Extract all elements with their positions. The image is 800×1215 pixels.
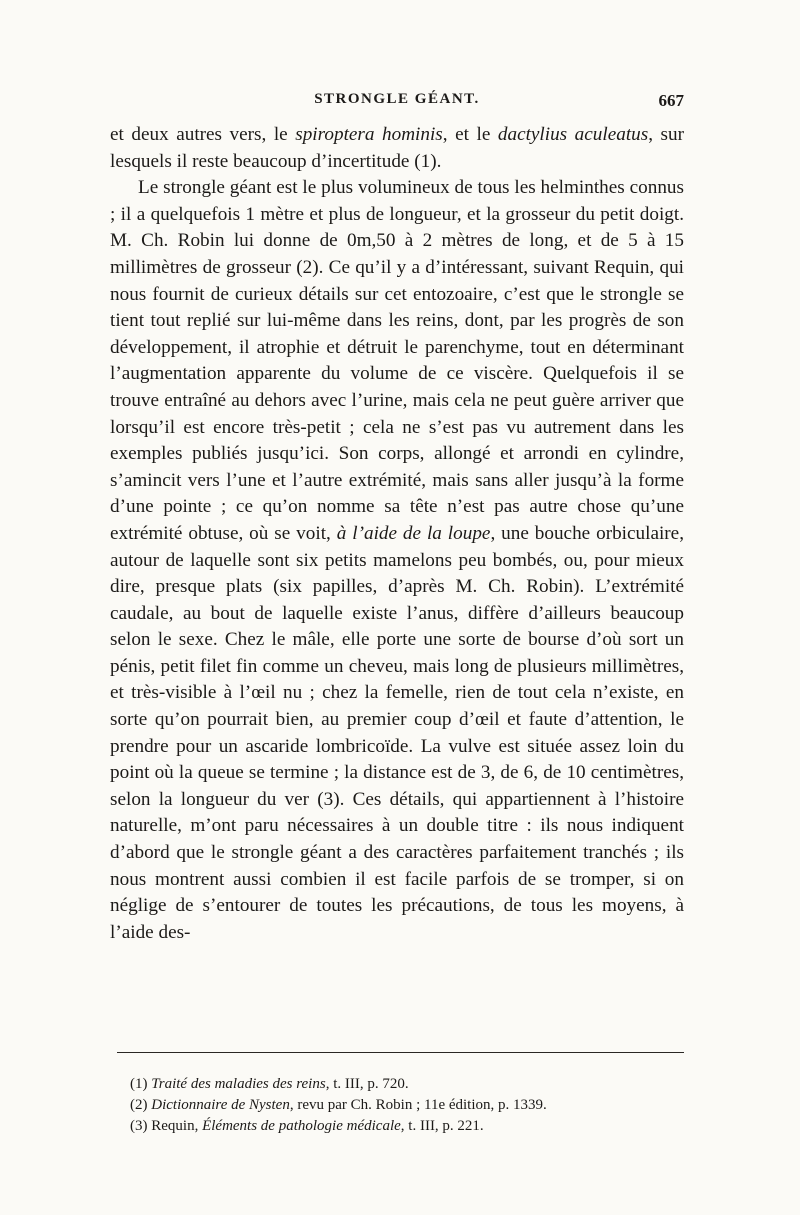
footnote-rule — [117, 1052, 684, 1053]
italic-text: dactylius aculeatus — [497, 124, 649, 145]
text-run: , t. III, p. 720. — [325, 1076, 409, 1092]
page-number: 667 — [658, 91, 684, 110]
footnote — [130, 1116, 684, 1137]
text-run: , une bouche orbiculaire, autour de laquelle sont six petits mamelons peu bombés, ou, pour mieux dire, presque plats (six papilles, d’après M. Ch. Robin). L’extrémité caudale, au bout de laquelle existe l’anus, diffère d’ailleurs beaucoup selon le sexe. Chez le mâle, elle porte une sorte de bourse d’où sort un pénis, petit filet fin comme un cheveu, mais long de plusieurs millimètres, et très-visible à l’œil nu ; chez la femelle, rien de tout cela n’existe, en sorte qu’on pourrait bien, au premier coup d’œil et faute d’attention, le prendre pour un ascaride lombricoïde. La vulve est située assez loin du point où la queue se termine ; la distance est de 3, de 6, de 10 centimètres, selon la longueur du ver (3). Ces détails, qui appartiennent à l’histoire naturelle, m’ont paru nécessaires à un double titre : ils nous indiquent d’abord que le strongle géant a des caractères parfaitement tranchés ; ils nous montrent aussi combien il est facile parfois de se tromper, si on néglige de s’entourer de toutes les précautions, de tous les moyens, à l’aide des- — [110, 522, 684, 943]
footnote — [130, 1074, 684, 1095]
italic-text: Éléments de pathologie médicale — [202, 1118, 401, 1134]
italic-text: Traité des maladies des reins — [151, 1076, 326, 1092]
text-run: , sur lesquels il reste beaucoup d’incertitude (1). — [110, 124, 684, 172]
italic-text: spiroptera hominis — [295, 124, 443, 145]
paragraph — [110, 122, 684, 175]
italic-text: Dictionnaire de Nysten — [151, 1097, 290, 1113]
body-text — [110, 122, 684, 946]
text-run: Le strongle géant est le plus volumineux de tous les helminthes connus ; il a quelquefois 1 mètre et plus de longueur, et la grosseur du petit doigt. M. Ch. Robin lui donne de 0m,50 à 2 mètres de long, et de 5 à 15 millimètres de grosseur (2). Ce qu’il y a d’intéressant, suivant Requin, qui nous fournit de curieux détails sur cet entozoaire, c’est que le strongle se tient tout replié sur lui-même dans les reins, dont, par les progrès de son développement, il atrophie et détruit le parenchyme, tout en déterminant l’augmentation apparente du volume de ce viscère. Quelquefois il se trouve entraîné au dehors avec l’urine, mais cela ne peut guère arriver que lorsqu’il est encore très-petit ; cela ne s’est pas vu autrement dans les exemples publiés jusqu’ici. Son corps, allongé et arrondi en cylindre, s’amincit vers l’une et l’autre extrémité, mais sans aller jusqu’à la forme d’une pointe ; ce qu’on nomme sa tête n’est pas autre chose qu’une extrémité obtuse, où se voit, — [110, 177, 684, 544]
running-title: STRONGLE GÉANT. — [314, 91, 480, 107]
text-run: , t. III, p. 221. — [400, 1118, 484, 1134]
text-run: (3) Requin, — [130, 1118, 203, 1134]
paragraph — [110, 175, 684, 946]
footnotes — [130, 1074, 684, 1137]
text-run: (1) — [130, 1076, 152, 1092]
text-run: et deux autres vers, le — [110, 124, 296, 145]
text-run: , revu par Ch. Robin ; 11e édition, p. 1339. — [289, 1097, 547, 1113]
running-head — [110, 91, 684, 117]
text-run: (2) — [130, 1097, 152, 1113]
footnote — [130, 1095, 684, 1116]
italic-text: à l’aide de la loupe — [336, 522, 491, 544]
text-run: , et le — [442, 124, 498, 145]
